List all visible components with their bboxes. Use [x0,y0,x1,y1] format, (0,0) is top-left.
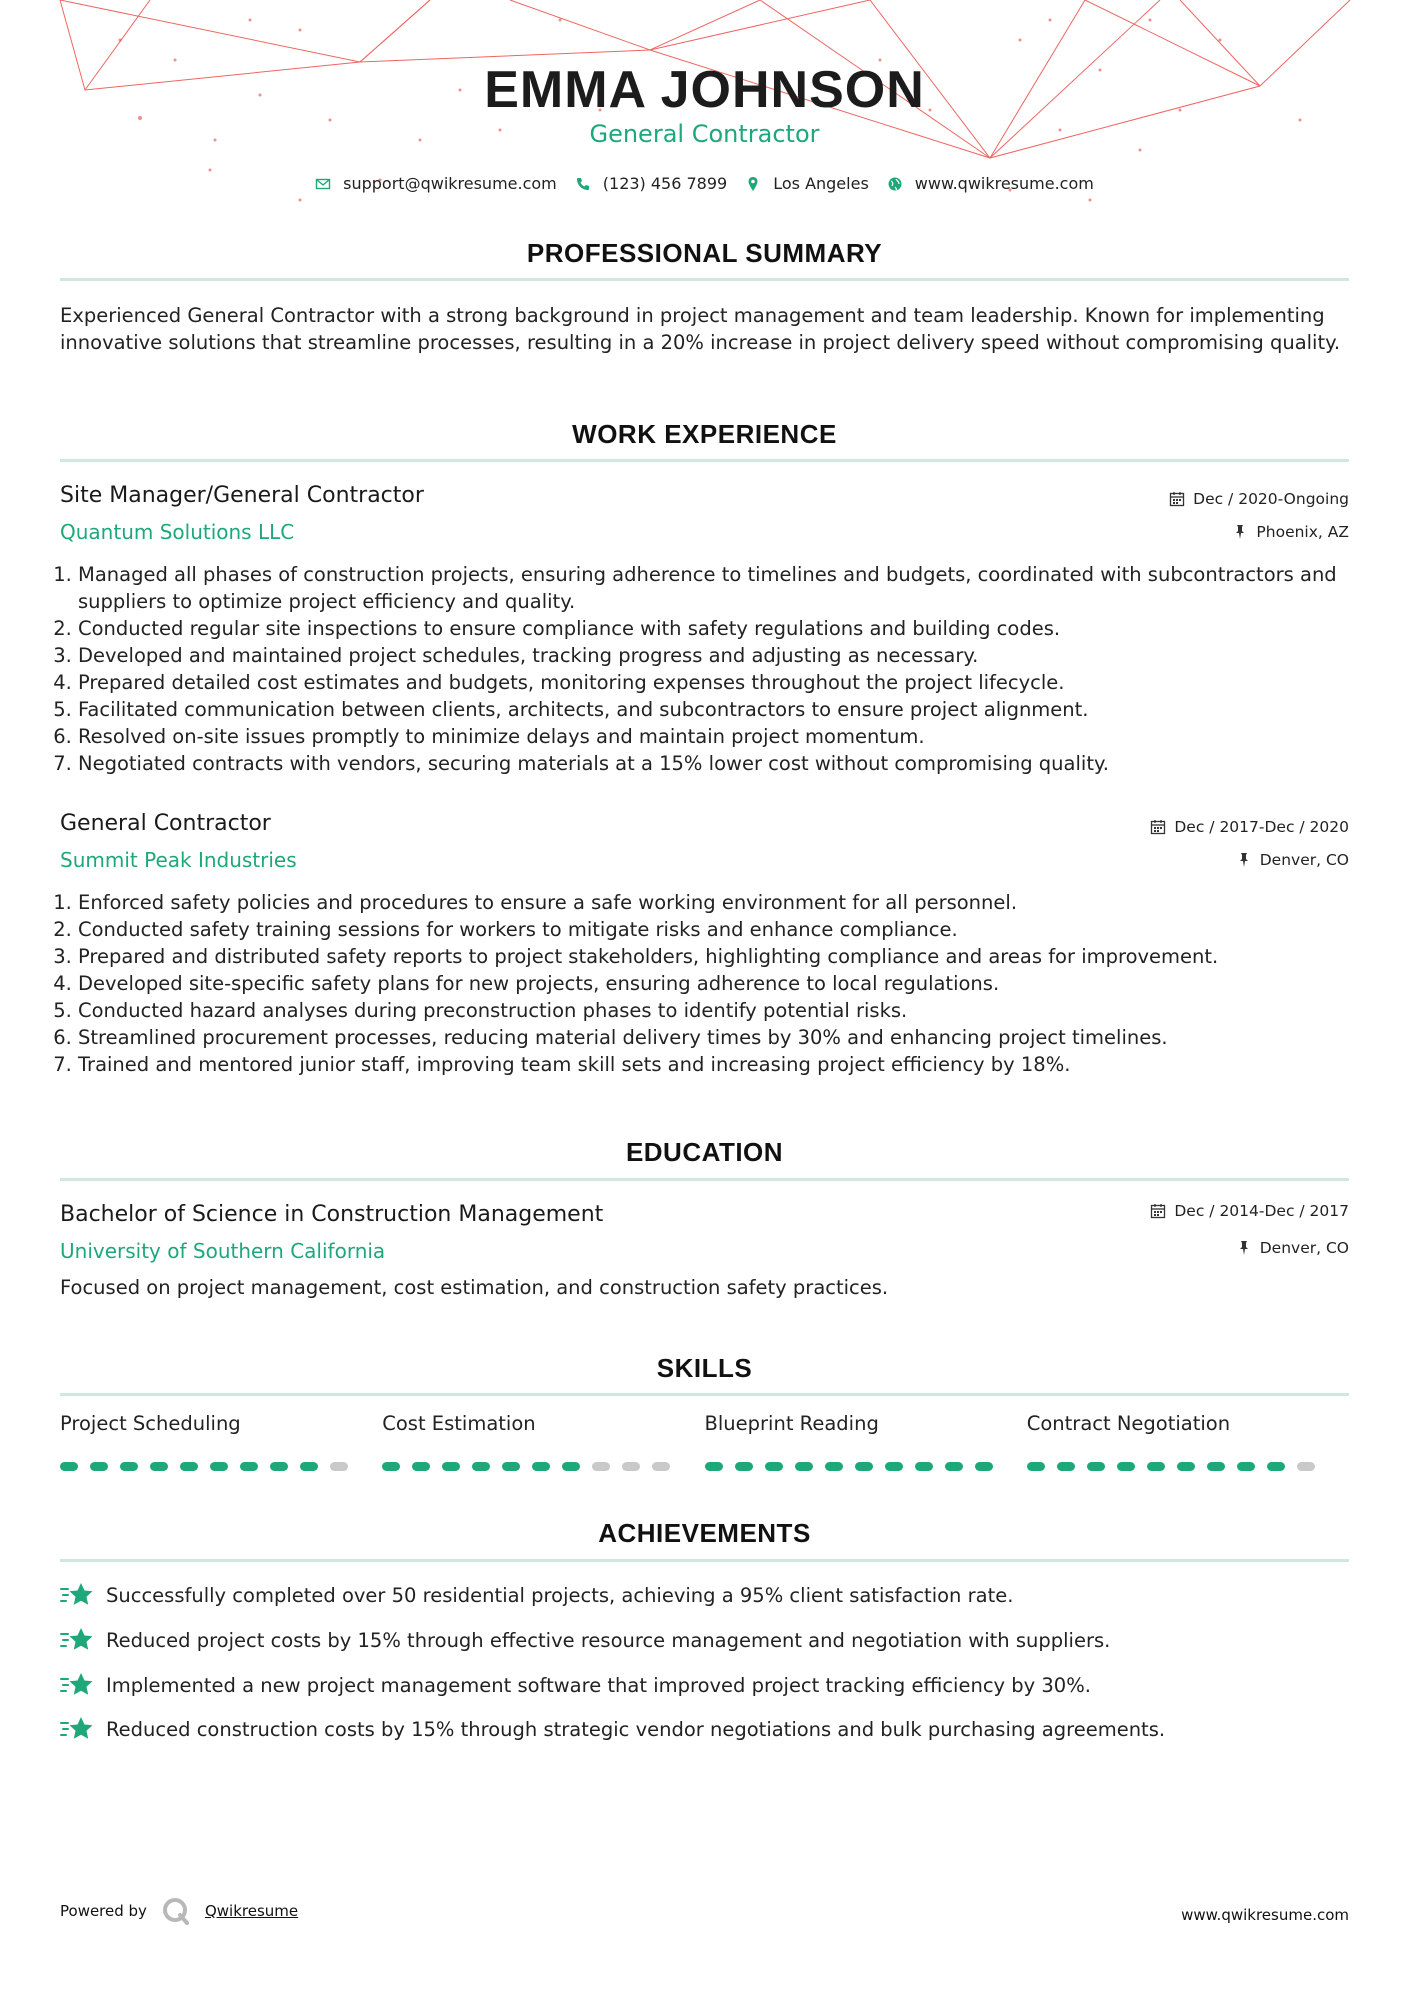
powered-by-label: Powered by [60,1902,147,1920]
skill-dot-filled [1027,1462,1045,1471]
skill-dot-filled [1087,1462,1105,1471]
job-dates [1150,818,1349,836]
pin-icon [1232,524,1248,540]
contact-email-text: support@qwikresume.com [343,174,557,193]
skill-dot-filled [442,1462,460,1471]
skill-rating [1027,1462,1349,1471]
achievement-item [60,1714,1165,1744]
achievement-text: Implemented a new project management software that improved project tracking efficiency by 30%. [106,1673,1091,1697]
list-item: 4. Prepared detailed cost estimates and budgets, monitoring expenses throughout the project lifecycle. [78,669,1338,696]
globe-icon [887,176,903,192]
skill-dot-filled [270,1462,288,1471]
contact-bar [60,174,1349,193]
skill-dot-filled [180,1462,198,1471]
star-icon [60,1714,94,1744]
education-divider [60,1178,1349,1181]
skill-dot-empty [592,1462,610,1471]
skill-dot-filled [1267,1462,1285,1471]
skill-name: Project Scheduling [60,1412,241,1435]
skill-rating [60,1462,382,1471]
list-item: 3. Prepared and distributed safety reports to project stakeholders, highlighting compliance and areas for improvement. [78,943,1338,970]
skill-dot-filled [562,1462,580,1471]
skill-dot-filled [532,1462,550,1471]
contact-location[interactable] [745,174,869,193]
skill-dot-filled [120,1462,138,1471]
skill-dot-filled [765,1462,783,1471]
achievement-text: Reduced project costs by 15% through effective resource management and negotiation with suppliers. [106,1628,1111,1652]
job-dates [1169,490,1349,508]
list-item: 1. Managed all phases of construction projects, ensuring adherence to timelines and budgets, coordinated with subcontractors and suppliers to optimize project efficiency and quality. [78,561,1338,615]
skill-dot-filled [1237,1462,1255,1471]
achievement-text: Reduced construction costs by 15% through strategic vendor negotiations and bulk purchasing agreements. [106,1717,1166,1741]
skill-dot-filled [945,1462,963,1471]
skill-item [1027,1412,1349,1471]
footer-powered-by [60,1896,298,1926]
job-title: General Contractor [60,811,271,836]
job-dates-text: Dec / 2020-Ongoing [1193,490,1349,508]
skill-dot-filled [795,1462,813,1471]
skill-dot-filled [300,1462,318,1471]
skill-dot-filled [150,1462,168,1471]
skill-dot-filled [90,1462,108,1471]
job-location-text: Denver, CO [1259,851,1349,869]
skill-dot-filled [60,1462,78,1471]
education-dates [1150,1202,1349,1220]
skill-rating [382,1462,704,1471]
skill-item [382,1412,704,1471]
achievement-item [60,1580,1013,1610]
skill-dot-filled [472,1462,490,1471]
list-item: 6. Streamlined procurement processes, reducing material delivery times by 30% and enhancing project timelines. [78,1024,1338,1051]
contact-website[interactable] [887,174,1094,193]
experience-heading: WORK EXPERIENCE [572,419,837,449]
skill-dot-filled [885,1462,903,1471]
job-title: Site Manager/General Contractor [60,483,424,508]
pin-icon [1236,1240,1252,1256]
footer-url[interactable]: www.qwikresume.com [1181,1906,1349,1924]
summary-text: Experienced General Contractor with a strong background in project management and team leadership. Known for implementing innovative solutions that streamline processes, resulting in a 20% increase in project delivery speed without compromising quality. [60,304,1341,354]
skill-dot-filled [825,1462,843,1471]
skills-grid [60,1412,1349,1471]
list-item: 1. Enforced safety policies and procedures to ensure a safe working environment for all personnel. [78,889,1338,916]
contact-email[interactable] [315,174,557,193]
skill-dot-filled [735,1462,753,1471]
education-location-text: Denver, CO [1259,1239,1349,1257]
achievement-item [60,1625,1110,1655]
degree-title: Bachelor of Science in Construction Management [60,1202,604,1227]
achievements-heading: ACHIEVEMENTS [598,1518,811,1548]
skill-dot-empty [1297,1462,1315,1471]
skill-dot-empty [652,1462,670,1471]
job-dates-text: Dec / 2017-Dec / 2020 [1174,818,1349,836]
list-item: 4. Developed site-specific safety plans for new projects, ensuring adherence to local regulations. [78,970,1338,997]
pin-icon [1236,852,1252,868]
calendar-icon [1150,1203,1166,1219]
contact-location-text: Los Angeles [773,174,869,193]
skill-dot-filled [1057,1462,1075,1471]
skill-item [60,1412,382,1471]
list-item: 7. Negotiated contracts with vendors, securing materials at a 15% lower cost without compromising quality. [78,750,1338,777]
skill-name: Blueprint Reading [704,1412,879,1435]
skills-heading: SKILLS [656,1353,753,1383]
mail-icon [315,176,331,192]
skill-dot-filled [975,1462,993,1471]
list-item: 3. Developed and maintained project schedules, tracking progress and adjusting as necessary. [78,642,1338,669]
summary-divider [60,278,1349,281]
skill-dot-empty [330,1462,348,1471]
contact-phone-text: (123) 456 7899 [602,174,728,193]
school-name: University of Southern California [60,1239,386,1263]
job-bullets [60,889,1338,1078]
calendar-icon [1169,491,1185,507]
skill-dot-filled [1147,1462,1165,1471]
achievement-item [60,1670,1091,1700]
skill-dot-filled [1177,1462,1195,1471]
contact-website-text: www.qwikresume.com [914,174,1094,193]
job-location [1232,523,1349,541]
company-name: Summit Peak Industries [60,848,297,872]
skill-dot-filled [915,1462,933,1471]
star-icon [60,1670,94,1700]
skill-dot-filled [1207,1462,1225,1471]
skill-dot-filled [1117,1462,1135,1471]
achievement-text: Successfully completed over 50 residential projects, achieving a 95% client satisfaction rate. [106,1583,1014,1607]
job-location [1236,851,1349,869]
skill-name: Cost Estimation [382,1412,536,1435]
skills-divider [60,1393,1349,1396]
education-dates-text: Dec / 2014-Dec / 2017 [1174,1202,1349,1220]
education-heading: EDUCATION [625,1137,784,1167]
skill-dot-filled [210,1462,228,1471]
brand-link[interactable]: Qwikresume [204,1902,299,1920]
experience-divider [60,459,1349,462]
achievements-divider [60,1559,1349,1562]
job-location-text: Phoenix, AZ [1256,523,1349,541]
skill-dot-filled [502,1462,520,1471]
list-item: 5. Conducted hazard analyses during preconstruction phases to identify potential risks. [78,997,1338,1024]
skill-rating [705,1462,1027,1471]
list-item: 6. Resolved on-site issues promptly to minimize delays and maintain project momentum. [78,723,1338,750]
skill-dot-filled [412,1462,430,1471]
job-bullets [60,561,1338,777]
education-location [1236,1239,1349,1257]
calendar-icon [1150,819,1166,835]
skill-item [705,1412,1027,1471]
skill-dot-empty [622,1462,640,1471]
contact-phone[interactable] [575,174,727,193]
list-item: 7. Trained and mentored junior staff, improving team skill sets and increasing project efficiency by 18%. [78,1051,1338,1078]
skill-dot-filled [240,1462,258,1471]
summary-heading: PROFESSIONAL SUMMARY [526,238,883,268]
candidate-name: EMMA JOHNSON [484,61,925,119]
star-icon [60,1580,94,1610]
qwikresume-logo-icon [161,1896,191,1926]
skill-dot-filled [705,1462,723,1471]
list-item: 5. Facilitated communication between clients, architects, and subcontractors to ensure project alignment. [78,696,1338,723]
company-name: Quantum Solutions LLC [60,520,295,544]
education-description: Focused on project management, cost estimation, and construction safety practices. [60,1276,889,1299]
skill-name: Contract Negotiation [1026,1412,1231,1435]
list-item: 2. Conducted regular site inspections to ensure compliance with safety regulations and building codes. [78,615,1338,642]
location-icon [745,176,761,192]
candidate-title: General Contractor [589,120,820,148]
phone-icon [575,176,591,192]
skill-dot-filled [855,1462,873,1471]
list-item: 2. Conducted safety training sessions for workers to mitigate risks and enhance compliance. [78,916,1338,943]
star-icon [60,1625,94,1655]
skill-dot-filled [382,1462,400,1471]
